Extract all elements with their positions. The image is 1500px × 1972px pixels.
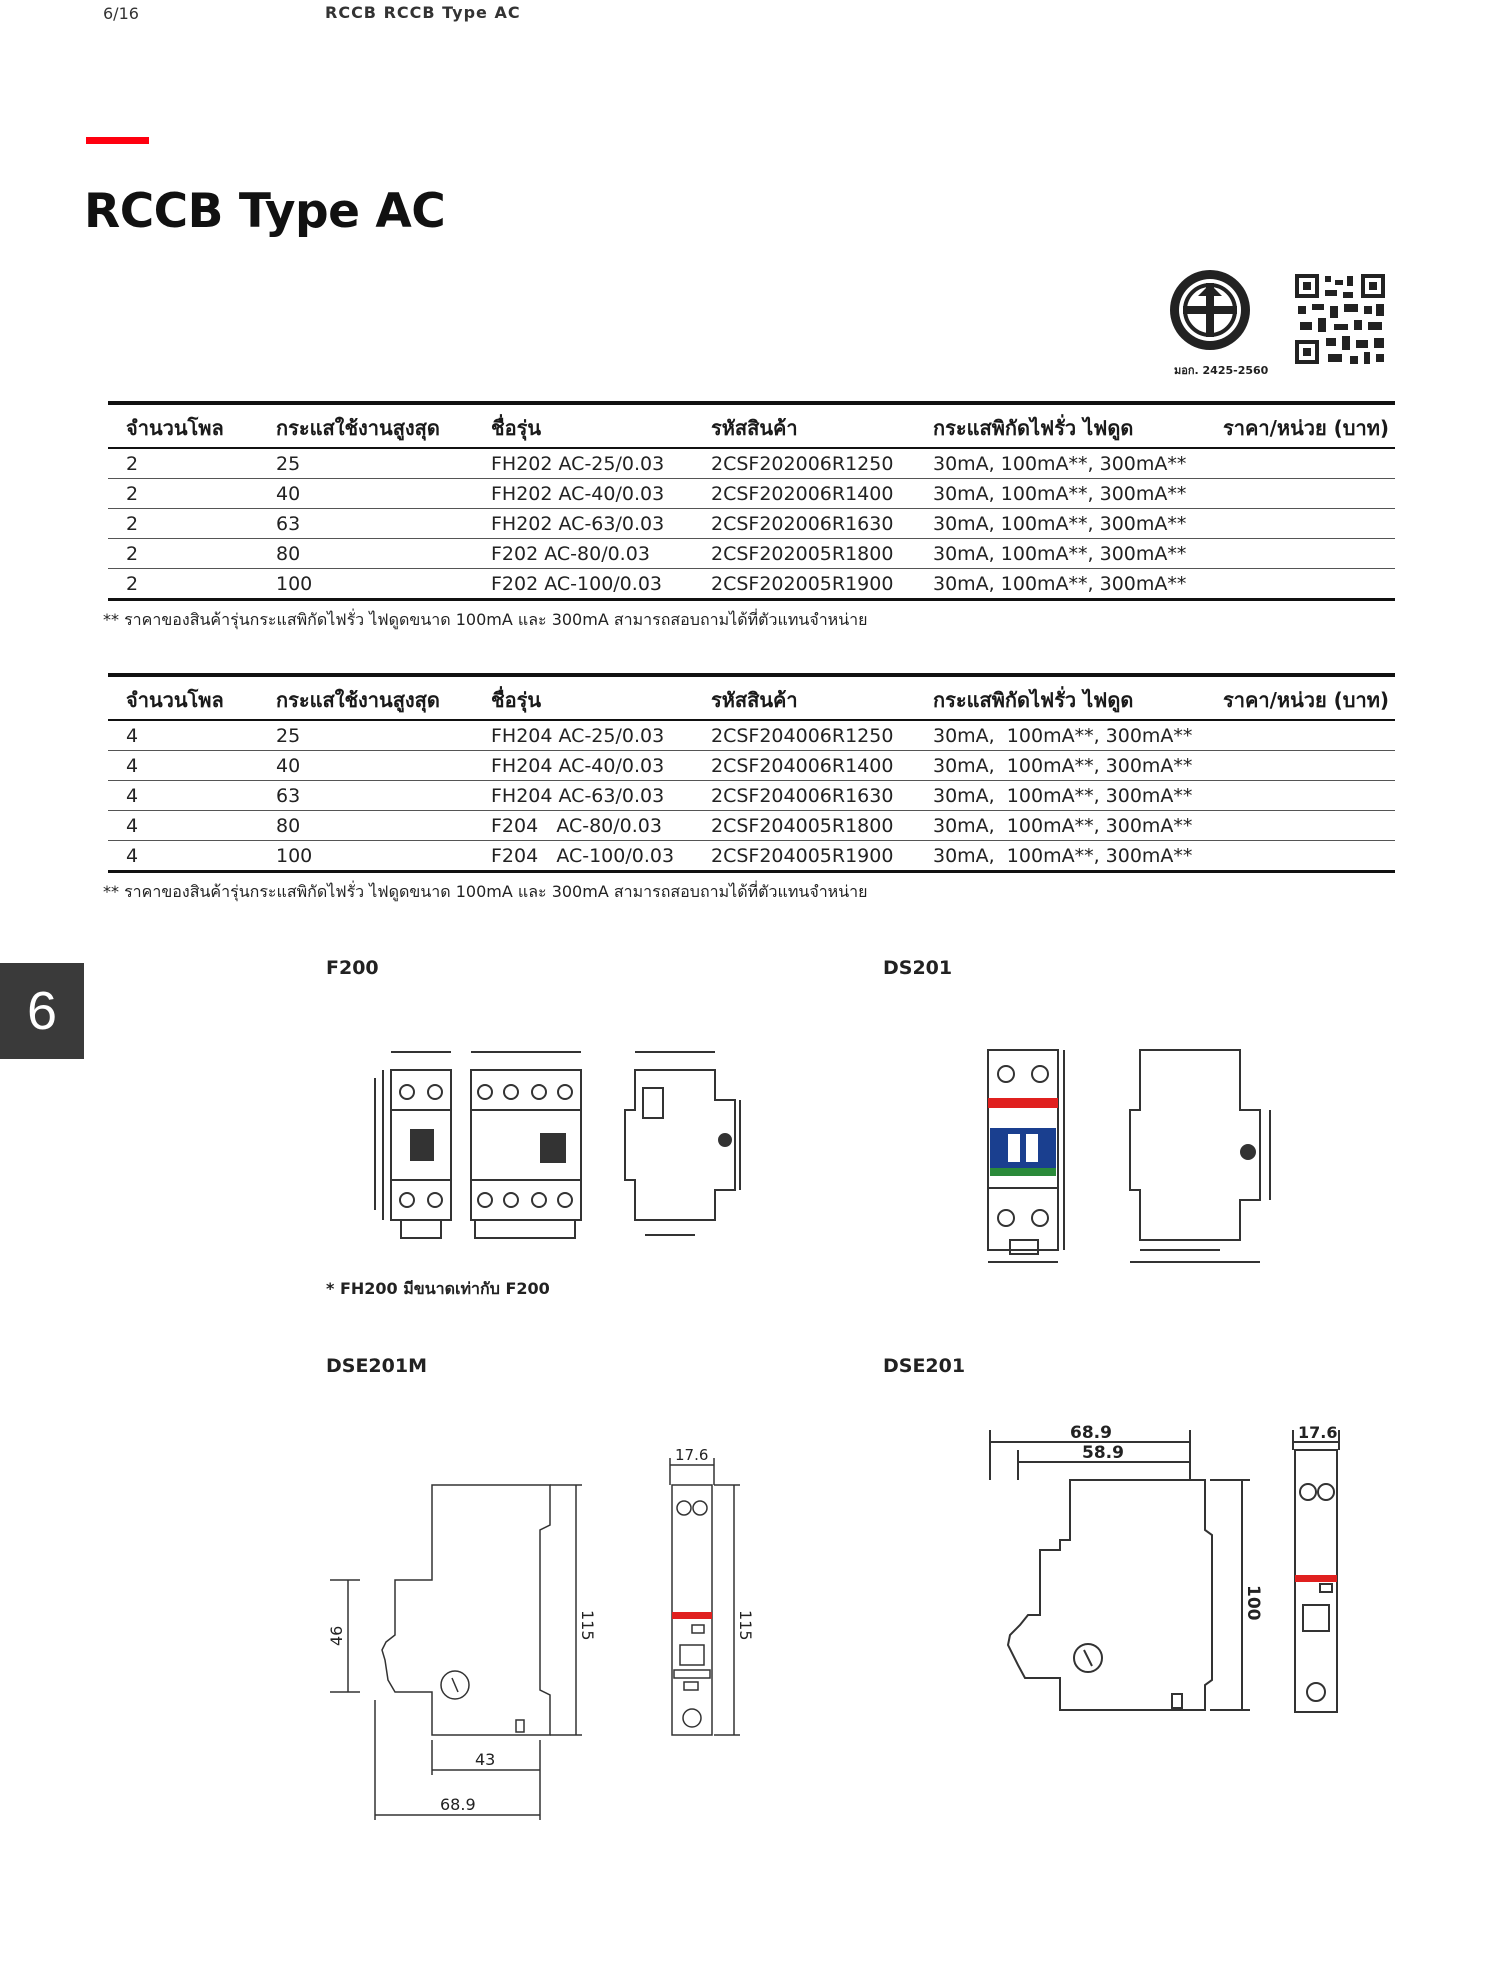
table-row	[108, 841, 1395, 872]
cell-poles: 2	[108, 448, 276, 479]
cell-sensitivity: 30mA, 100mA**, 300mA**	[933, 811, 1223, 841]
running-header: RCCB RCCB Type AC	[325, 3, 521, 22]
table-row	[108, 479, 1395, 509]
table-row	[108, 509, 1395, 539]
table-header-row	[108, 403, 1395, 448]
col-sensitivity: กระแสพิกัดไฟรั่ว ไฟดูด	[933, 675, 1223, 720]
rccb-2pole-table	[108, 401, 1395, 601]
dim-43: 43	[475, 1750, 496, 1769]
cell-model: FH204 AC-63/0.03	[491, 781, 711, 811]
col-model: ชื่อรุ่น	[491, 675, 711, 720]
col-product-code: รหัสสินค้า	[711, 675, 933, 720]
table-row	[108, 448, 1395, 479]
col-model: ชื่อรุ่น	[491, 403, 711, 448]
cell-current: 63	[276, 509, 491, 539]
cell-model: F204 AC-80/0.03	[491, 811, 711, 841]
table-row	[108, 811, 1395, 841]
cell-code: 2CSF204005R1800	[711, 811, 933, 841]
cell-price	[1223, 811, 1395, 841]
cell-price	[1223, 448, 1395, 479]
cell-code: 2CSF204006R1400	[711, 751, 933, 781]
cell-current: 40	[276, 751, 491, 781]
cell-price	[1223, 841, 1395, 872]
diagram-label-dse201: DSE201	[883, 1355, 966, 1377]
dim-68-9: 68.9	[440, 1795, 476, 1814]
cell-poles: 4	[108, 841, 276, 872]
chapter-tab: 6	[0, 963, 84, 1059]
col-product-code: รหัสสินค้า	[711, 403, 933, 448]
qr-code-icon	[1293, 272, 1387, 366]
cell-model: FH202 AC-63/0.03	[491, 509, 711, 539]
cell-current: 25	[276, 720, 491, 751]
cell-current: 25	[276, 448, 491, 479]
ds201-dimension-drawing	[970, 1040, 1325, 1270]
cell-price	[1223, 781, 1395, 811]
cell-code: 2CSF202006R1400	[711, 479, 933, 509]
dim-width-17-6: 17.6	[1298, 1423, 1338, 1442]
cell-sensitivity: 30mA, 100mA**, 300mA**	[933, 751, 1223, 781]
dim-width-17-6: 17.6	[675, 1446, 709, 1464]
cell-sensitivity: 30mA, 100mA**, 300mA**	[933, 539, 1223, 569]
col-poles: จำนวนโพล	[108, 675, 276, 720]
accent-bar	[86, 137, 149, 144]
cell-current: 80	[276, 811, 491, 841]
table-row	[108, 539, 1395, 569]
cell-poles: 4	[108, 751, 276, 781]
table-row	[108, 720, 1395, 751]
col-rated-current: กระแสใช้งานสูงสุด	[276, 675, 491, 720]
f200-dimension-drawing	[345, 1030, 765, 1255]
col-rated-current: กระแสใช้งานสูงสุด	[276, 403, 491, 448]
cell-model: F202 AC-100/0.03	[491, 569, 711, 600]
table-row	[108, 569, 1395, 600]
dim-46: 46	[327, 1625, 346, 1646]
cell-current: 100	[276, 569, 491, 600]
col-poles: จำนวนโพล	[108, 403, 276, 448]
table-row	[108, 781, 1395, 811]
cell-code: 2CSF202006R1250	[711, 448, 933, 479]
cell-model: FH202 AC-40/0.03	[491, 479, 711, 509]
diagram-label-dse201m: DSE201M	[326, 1355, 428, 1377]
dse201m-dimension-drawing	[320, 1420, 770, 1860]
page-title: RCCB Type AC	[84, 184, 446, 239]
dim-68-9: 68.9	[1070, 1423, 1112, 1443]
price-footnote: ** ราคาของสินค้ารุ่นกระแสพิกัดไฟรั่ว ไฟดูดขนาด 100mA และ 300mA สามารถสอบถามได้ที่ตัวแทนจำหน่าย	[103, 610, 868, 629]
tisi-mark-icon	[1170, 270, 1250, 350]
diagram-label-f200: F200	[326, 957, 379, 979]
table-header-row	[108, 675, 1395, 720]
col-price: ราคา/หน่วย (บาท)	[1223, 675, 1395, 720]
cell-sensitivity: 30mA, 100mA**, 300mA**	[933, 509, 1223, 539]
cell-poles: 4	[108, 781, 276, 811]
cell-model: FH202 AC-25/0.03	[491, 448, 711, 479]
cell-code: 2CSF202005R1900	[711, 569, 933, 600]
cell-current: 40	[276, 479, 491, 509]
cell-poles: 2	[108, 539, 276, 569]
cell-sensitivity: 30mA, 100mA**, 300mA**	[933, 841, 1223, 872]
cell-price	[1223, 509, 1395, 539]
rccb-4pole-table	[108, 673, 1395, 873]
cell-model: F202 AC-80/0.03	[491, 539, 711, 569]
cell-code: 2CSF202005R1800	[711, 539, 933, 569]
cell-sensitivity: 30mA, 100mA**, 300mA**	[933, 569, 1223, 600]
cell-price	[1223, 569, 1395, 600]
cell-code: 2CSF202006R1630	[711, 509, 933, 539]
cell-poles: 4	[108, 720, 276, 751]
cell-model: F204 AC-100/0.03	[491, 841, 711, 872]
cell-code: 2CSF204006R1250	[711, 720, 933, 751]
cell-sensitivity: 30mA, 100mA**, 300mA**	[933, 781, 1223, 811]
cell-poles: 2	[108, 569, 276, 600]
table-row	[108, 751, 1395, 781]
certification-logos	[1168, 266, 1393, 378]
dim-height-100: 100	[1243, 1585, 1263, 1621]
cell-price	[1223, 539, 1395, 569]
diagram-label-ds201: DS201	[883, 957, 953, 979]
col-price: ราคา/หน่วย (บาท)	[1223, 403, 1395, 448]
cell-poles: 2	[108, 479, 276, 509]
cell-sensitivity: 30mA, 100mA**, 300mA**	[933, 479, 1223, 509]
cell-price	[1223, 751, 1395, 781]
cell-model: FH204 AC-40/0.03	[491, 751, 711, 781]
page-number: 6/16	[103, 4, 139, 23]
tisi-standard-number: มอก. 2425-2560	[1174, 364, 1269, 377]
diagram-note-fh200: * FH200 มีขนาดเท่ากับ F200	[326, 1279, 550, 1298]
cell-code: 2CSF204006R1630	[711, 781, 933, 811]
cell-current: 63	[276, 781, 491, 811]
cell-current: 80	[276, 539, 491, 569]
dim-front-height-115: 115	[736, 1610, 755, 1641]
cell-poles: 4	[108, 811, 276, 841]
cell-code: 2CSF204005R1900	[711, 841, 933, 872]
cell-sensitivity: 30mA, 100mA**, 300mA**	[933, 448, 1223, 479]
dim-58-9: 58.9	[1082, 1443, 1124, 1463]
cell-price	[1223, 720, 1395, 751]
cell-model: FH204 AC-25/0.03	[491, 720, 711, 751]
cell-poles: 2	[108, 509, 276, 539]
price-footnote: ** ราคาของสินค้ารุ่นกระแสพิกัดไฟรั่ว ไฟดูดขนาด 100mA และ 300mA สามารถสอบถามได้ที่ตัวแทนจำหน่าย	[103, 882, 868, 901]
dim-height-115: 115	[578, 1610, 597, 1641]
cell-sensitivity: 30mA, 100mA**, 300mA**	[933, 720, 1223, 751]
cell-current: 100	[276, 841, 491, 872]
dse201-dimension-drawing	[960, 1420, 1380, 1780]
cell-price	[1223, 479, 1395, 509]
col-sensitivity: กระแสพิกัดไฟรั่ว ไฟดูด	[933, 403, 1223, 448]
